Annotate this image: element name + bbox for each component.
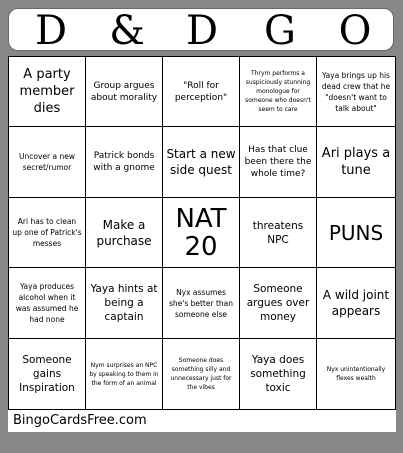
bingo-cell-r1c3[interactable]: [163, 57, 240, 127]
cell-text: Ari has to clean up one of Patrick's messes: [12, 217, 82, 248]
header-letter-o: O: [338, 8, 372, 54]
bingo-cell-r4c4[interactable]: [240, 268, 317, 339]
cell-text: Thrym performs a suspiciously stunning monologue for someone who doesn't seem to care: [245, 70, 311, 113]
header-letter-g: G: [264, 8, 296, 54]
cell-text: Someone does something silly and unnecessary just for the vibes: [170, 357, 232, 391]
card-header: [8, 8, 394, 54]
cell-text: A wild joint appears: [322, 288, 390, 318]
bingo-cell-r4c2[interactable]: [86, 268, 163, 339]
bingo-cell-r1c1[interactable]: [9, 57, 86, 127]
cell-text: Someone gains Inspiration: [19, 354, 75, 394]
bingo-cell-r1c4[interactable]: [240, 57, 317, 127]
cell-text: Has that clue been there the whole time?: [244, 145, 312, 179]
bingo-cell-r4c5[interactable]: [317, 268, 395, 339]
bingo-cell-r3c2[interactable]: [86, 198, 163, 268]
bingo-cell-r1c2[interactable]: [86, 57, 163, 127]
bingo-cell-r5c4[interactable]: [240, 339, 317, 409]
cell-text: Nyx unintentionally flexes wealth: [326, 366, 386, 382]
header-letter-d2: D: [185, 8, 219, 54]
cell-text: Nyx assumes she's better than someone else: [168, 287, 233, 319]
cell-text: Nym surprises an NPC by speaking to them in the form of an animal: [89, 361, 159, 387]
cell-text: Ari plays a tune: [321, 146, 391, 178]
bingo-cell-r2c5[interactable]: [317, 127, 395, 198]
cell-text: PUNS: [328, 220, 384, 245]
bingo-cell-r2c4[interactable]: [240, 127, 317, 198]
cell-text: Yaya produces alcohol when it was assumed he had none: [15, 282, 79, 324]
bingo-cell-r4c1[interactable]: [9, 268, 86, 339]
cell-text: Group argues about morality: [90, 80, 158, 103]
cell-text: Yaya brings up his dead crew that he "doesn't want to talk about": [321, 70, 391, 113]
bingo-cell-r5c3[interactable]: [163, 339, 240, 409]
cell-text: threatens NPC: [252, 219, 304, 246]
cell-text: NAT 20: [175, 203, 227, 262]
cell-text: Yaya hints at being a captain: [90, 283, 158, 323]
header-letter-d1: D: [34, 8, 68, 54]
cell-text: Someone argues over money: [246, 283, 310, 323]
bingo-cell-r2c3[interactable]: [163, 127, 240, 198]
bingo-cell-r4c3[interactable]: [163, 268, 240, 339]
cell-text: "Roll for perception": [174, 80, 228, 103]
bingo-cell-r5c5[interactable]: [317, 339, 395, 409]
bingo-cell-r3c4[interactable]: [240, 198, 317, 268]
bingo-grid: [8, 56, 396, 410]
cell-text: Patrick bonds with a gnome: [93, 151, 155, 173]
bingo-cell-r2c2[interactable]: [86, 127, 163, 198]
cell-text: Start a new side quest: [166, 147, 236, 177]
bingo-cell-r5c1[interactable]: [9, 339, 86, 409]
bingo-cell-r3c3[interactable]: [163, 198, 240, 268]
bingo-cell-r3c1[interactable]: [9, 198, 86, 268]
bingo-cell-r2c1[interactable]: [9, 127, 86, 198]
cell-text: A party member dies: [19, 67, 75, 116]
cell-text: Make a purchase: [96, 217, 152, 248]
bingo-cell-r5c2[interactable]: [86, 339, 163, 409]
cell-text: Yaya does something toxic: [250, 354, 306, 394]
bingo-cell-r1c5[interactable]: [317, 57, 395, 127]
header-letter-ampersand: &: [109, 8, 145, 54]
cell-text: Uncover a new secret/rumor: [19, 152, 75, 172]
bingo-cell-r3c5[interactable]: [317, 198, 395, 268]
footer-brand-text: BingoCardsFree.com: [13, 413, 147, 428]
